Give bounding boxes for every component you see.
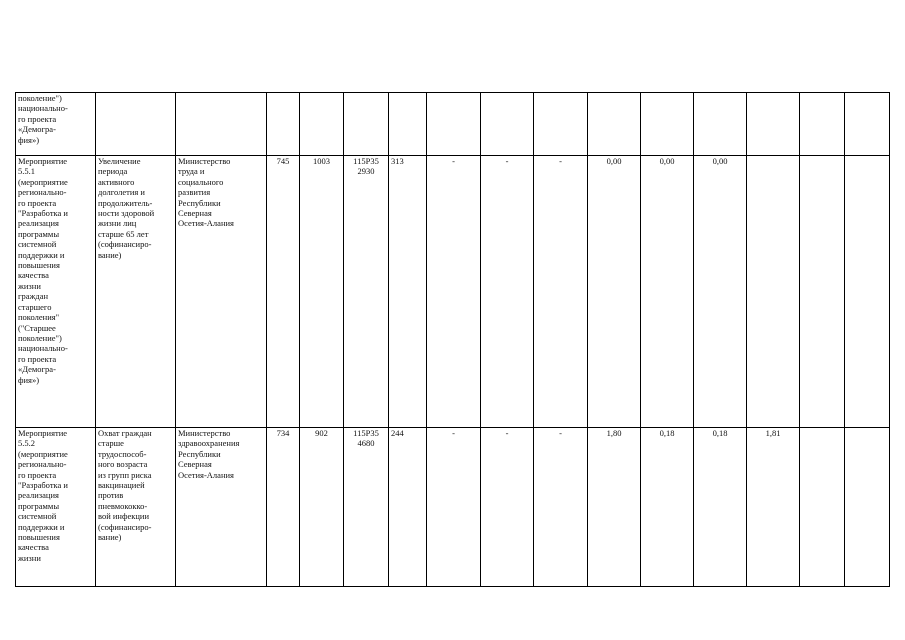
value-cell: - [427,156,481,428]
value-cell [481,93,534,156]
measure-cell: поколение") национально- го проекта «Демогра- фия») [16,93,96,156]
value-cell [747,156,800,428]
value-cell [641,93,694,156]
grbs-cell: 734 [267,428,300,587]
table-row [16,93,890,156]
executor-cell: Министерство труда и социального развития Республики Северная Осетия-Алания [176,156,267,428]
grbs-cell [267,93,300,156]
value-cell [588,93,641,156]
value-cell [845,93,890,156]
value-cell: - [534,428,588,587]
value-cell [694,93,747,156]
csr-cell: 115Р35 4680 [344,428,389,587]
table-row [16,428,890,587]
value-cell: - [534,156,588,428]
grbs-cell: 745 [267,156,300,428]
rzpr-cell: 1003 [300,156,344,428]
value-cell [534,93,588,156]
value-cell [800,93,845,156]
value-cell [845,156,890,428]
value-cell: - [481,428,534,587]
rzpr-cell [300,93,344,156]
executor-cell [176,93,267,156]
value-cell: 0,18 [694,428,747,587]
value-cell [747,93,800,156]
goal-cell: Охват граждан старше трудоспособ- ного возраста из групп риска вакцинацией против пневмококко- вой инфекции (софинансиро- вание) [96,428,176,587]
value-cell: - [427,428,481,587]
vr-cell [389,93,427,156]
value-cell: 0,00 [694,156,747,428]
value-cell [427,93,481,156]
vr-cell: 313 [389,156,427,428]
value-cell: 0,18 [641,428,694,587]
value-cell: 0,00 [641,156,694,428]
vr-cell: 244 [389,428,427,587]
csr-cell [344,93,389,156]
value-cell [800,156,845,428]
value-cell: 1,80 [588,428,641,587]
table-row [16,156,890,428]
executor-cell: Министерство здравоохранения Республики Северная Осетия-Алания [176,428,267,587]
csr-cell: 115Р35 2930 [344,156,389,428]
value-cell: 1,81 [747,428,800,587]
measure-cell: Мероприятие 5.5.1 (мероприятие регионально- го проекта "Разработка и реализация программы системной поддержки и повышения качества жизни граждан старшего поколения" ("Старшее поколение") национально- го проекта «Демогра- фия») [16,156,96,428]
budget-table [15,92,890,587]
goal-cell: Увеличение периода активного долголетия и продолжитель- ности здоровой жизни лиц старше 65 лет (софинансиро- вание) [96,156,176,428]
goal-cell [96,93,176,156]
value-cell: 0,00 [588,156,641,428]
rzpr-cell: 902 [300,428,344,587]
value-cell: - [481,156,534,428]
value-cell [800,428,845,587]
value-cell [845,428,890,587]
measure-cell: Мероприятие 5.5.2 (мероприятие регионально- го проекта "Разработка и реализация программы системной поддержки и повышения качества жизни [16,428,96,587]
